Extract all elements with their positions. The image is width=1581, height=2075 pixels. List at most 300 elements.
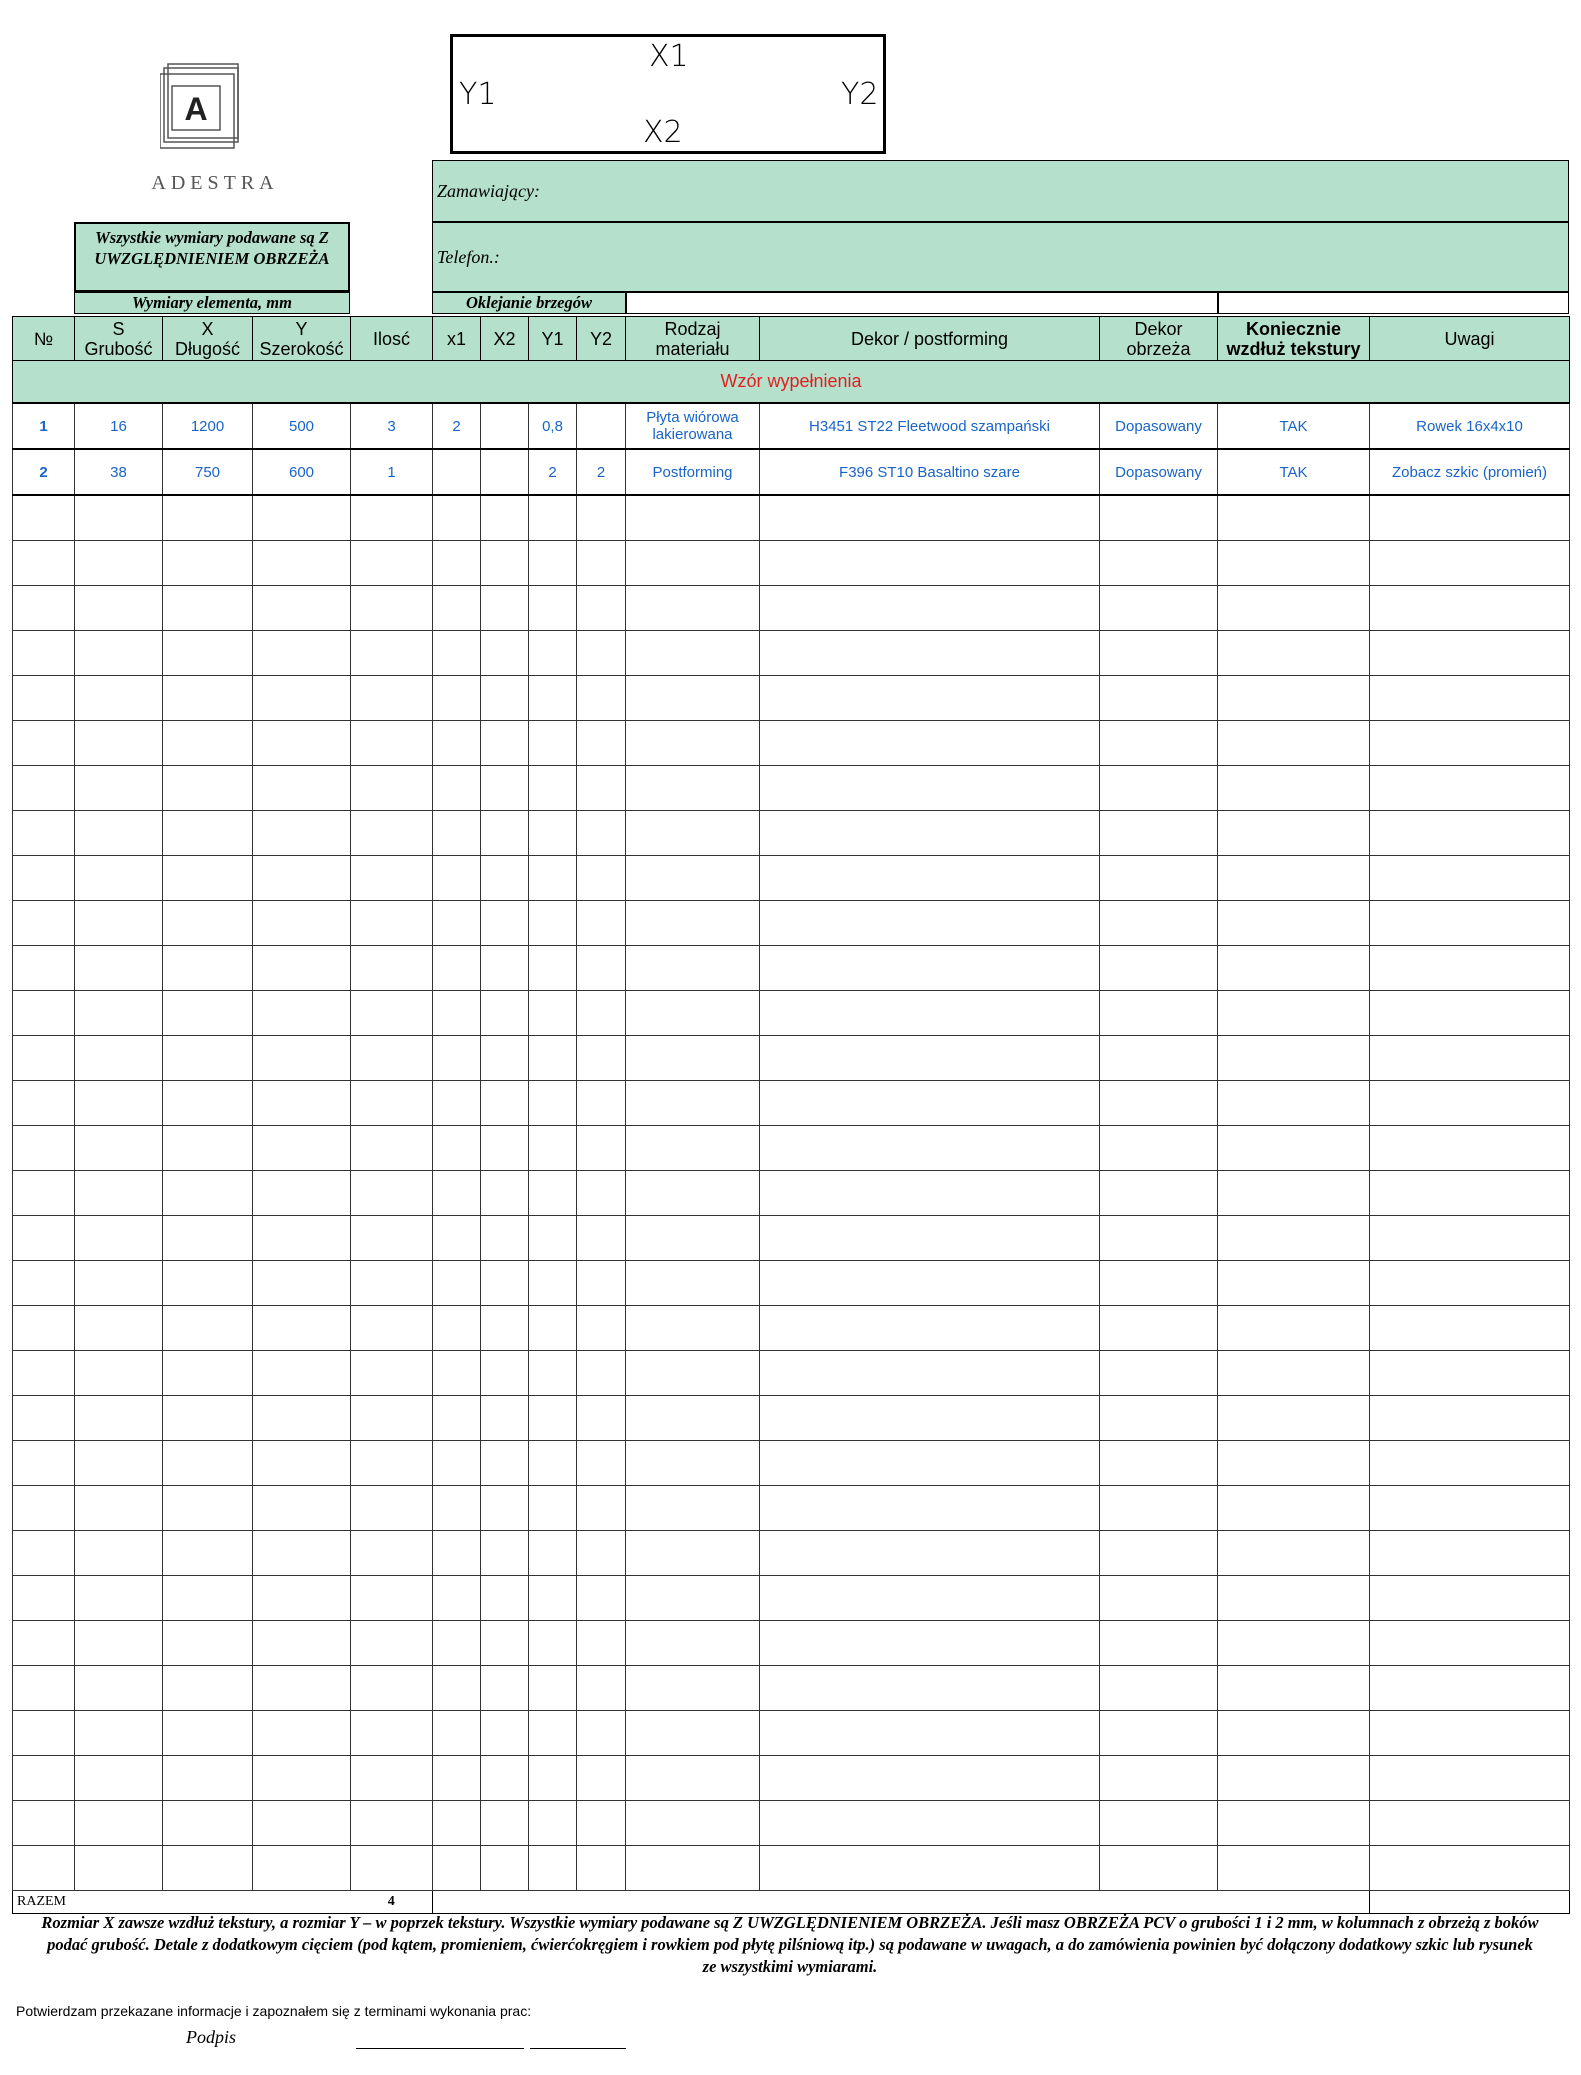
input-cell[interactable] bbox=[351, 1666, 433, 1711]
input-cell[interactable] bbox=[351, 1306, 433, 1351]
input-cell[interactable] bbox=[626, 1756, 760, 1801]
input-cell[interactable] bbox=[253, 1801, 351, 1846]
input-cell[interactable] bbox=[253, 1306, 351, 1351]
input-cell[interactable] bbox=[253, 1756, 351, 1801]
input-cell[interactable] bbox=[1370, 1756, 1570, 1801]
input-cell[interactable] bbox=[75, 1621, 163, 1666]
input-cell[interactable] bbox=[626, 1081, 760, 1126]
input-cell[interactable] bbox=[351, 1621, 433, 1666]
input-cell[interactable] bbox=[481, 1126, 529, 1171]
input-cell[interactable] bbox=[253, 946, 351, 991]
input-cell[interactable] bbox=[75, 631, 163, 676]
input-cell[interactable] bbox=[481, 1846, 529, 1891]
input-cell[interactable] bbox=[1370, 495, 1570, 541]
input-cell[interactable] bbox=[760, 1306, 1100, 1351]
input-cell[interactable] bbox=[253, 1666, 351, 1711]
input-cell[interactable] bbox=[760, 631, 1100, 676]
input-cell[interactable] bbox=[626, 1216, 760, 1261]
input-cell[interactable] bbox=[760, 1126, 1100, 1171]
input-cell[interactable] bbox=[1370, 1801, 1570, 1846]
date-line[interactable] bbox=[530, 2048, 626, 2049]
input-cell[interactable] bbox=[13, 1441, 75, 1486]
input-cell[interactable] bbox=[1100, 1216, 1218, 1261]
input-cell[interactable] bbox=[433, 991, 481, 1036]
input-cell[interactable] bbox=[253, 1441, 351, 1486]
input-cell[interactable] bbox=[1370, 766, 1570, 811]
input-cell[interactable] bbox=[163, 766, 253, 811]
input-cell[interactable] bbox=[433, 1711, 481, 1756]
input-cell[interactable] bbox=[351, 1801, 433, 1846]
input-cell[interactable] bbox=[433, 1081, 481, 1126]
input-cell[interactable] bbox=[13, 811, 75, 856]
input-cell[interactable] bbox=[13, 1756, 75, 1801]
input-cell[interactable] bbox=[529, 495, 577, 541]
input-cell[interactable] bbox=[1218, 1711, 1370, 1756]
input-cell[interactable] bbox=[13, 586, 75, 631]
input-cell[interactable] bbox=[760, 1261, 1100, 1306]
input-cell[interactable] bbox=[760, 1576, 1100, 1621]
input-cell[interactable] bbox=[253, 676, 351, 721]
input-cell[interactable] bbox=[481, 1486, 529, 1531]
input-cell[interactable] bbox=[760, 1621, 1100, 1666]
input-cell[interactable] bbox=[13, 1081, 75, 1126]
input-cell[interactable] bbox=[1370, 586, 1570, 631]
input-cell[interactable] bbox=[1370, 1576, 1570, 1621]
input-cell[interactable] bbox=[163, 901, 253, 946]
input-cell[interactable] bbox=[577, 1216, 626, 1261]
input-cell[interactable] bbox=[75, 901, 163, 946]
input-cell[interactable] bbox=[1218, 1756, 1370, 1801]
input-cell[interactable] bbox=[481, 1801, 529, 1846]
input-cell[interactable] bbox=[626, 1306, 760, 1351]
input-cell[interactable] bbox=[1100, 1801, 1218, 1846]
input-cell[interactable] bbox=[529, 1846, 577, 1891]
input-cell[interactable] bbox=[75, 1801, 163, 1846]
input-cell[interactable] bbox=[577, 856, 626, 901]
input-cell[interactable] bbox=[577, 1846, 626, 1891]
input-cell[interactable] bbox=[433, 1306, 481, 1351]
input-cell[interactable] bbox=[253, 721, 351, 766]
input-cell[interactable] bbox=[529, 1351, 577, 1396]
input-cell[interactable] bbox=[1218, 1126, 1370, 1171]
input-cell[interactable] bbox=[529, 1756, 577, 1801]
input-cell[interactable] bbox=[75, 1261, 163, 1306]
input-cell[interactable] bbox=[1100, 1441, 1218, 1486]
input-cell[interactable] bbox=[75, 1486, 163, 1531]
input-cell[interactable] bbox=[1100, 1036, 1218, 1081]
input-cell[interactable] bbox=[163, 946, 253, 991]
input-cell[interactable] bbox=[529, 1441, 577, 1486]
input-cell[interactable] bbox=[529, 1711, 577, 1756]
input-cell[interactable] bbox=[351, 766, 433, 811]
input-cell[interactable] bbox=[163, 541, 253, 586]
input-cell[interactable] bbox=[529, 541, 577, 586]
input-cell[interactable] bbox=[626, 1171, 760, 1216]
input-cell[interactable] bbox=[760, 856, 1100, 901]
input-cell[interactable] bbox=[163, 1531, 253, 1576]
input-cell[interactable] bbox=[1370, 1396, 1570, 1441]
input-cell[interactable] bbox=[577, 586, 626, 631]
input-cell[interactable] bbox=[577, 1756, 626, 1801]
input-cell[interactable] bbox=[1370, 991, 1570, 1036]
input-cell[interactable] bbox=[626, 1711, 760, 1756]
input-cell[interactable] bbox=[75, 991, 163, 1036]
input-cell[interactable] bbox=[163, 631, 253, 676]
input-cell[interactable] bbox=[13, 1531, 75, 1576]
input-cell[interactable] bbox=[1218, 991, 1370, 1036]
input-cell[interactable] bbox=[253, 991, 351, 1036]
input-cell[interactable] bbox=[626, 1261, 760, 1306]
input-cell[interactable] bbox=[760, 1351, 1100, 1396]
input-cell[interactable] bbox=[1218, 1621, 1370, 1666]
input-cell[interactable] bbox=[433, 1621, 481, 1666]
input-cell[interactable] bbox=[1218, 1081, 1370, 1126]
input-cell[interactable] bbox=[13, 1711, 75, 1756]
input-cell[interactable] bbox=[163, 1081, 253, 1126]
input-cell[interactable] bbox=[577, 901, 626, 946]
input-cell[interactable] bbox=[1218, 495, 1370, 541]
input-cell[interactable] bbox=[433, 1666, 481, 1711]
input-cell[interactable] bbox=[253, 1351, 351, 1396]
input-cell[interactable] bbox=[1100, 1576, 1218, 1621]
input-cell[interactable] bbox=[1218, 1036, 1370, 1081]
input-cell[interactable] bbox=[351, 1486, 433, 1531]
input-cell[interactable] bbox=[351, 1396, 433, 1441]
input-cell[interactable] bbox=[760, 586, 1100, 631]
input-cell[interactable] bbox=[529, 1531, 577, 1576]
input-cell[interactable] bbox=[13, 1846, 75, 1891]
input-cell[interactable] bbox=[163, 1126, 253, 1171]
input-cell[interactable] bbox=[481, 1171, 529, 1216]
input-cell[interactable] bbox=[75, 1756, 163, 1801]
input-cell[interactable] bbox=[481, 1711, 529, 1756]
input-cell[interactable] bbox=[481, 676, 529, 721]
input-cell[interactable] bbox=[760, 946, 1100, 991]
input-cell[interactable] bbox=[13, 946, 75, 991]
input-cell[interactable] bbox=[433, 1846, 481, 1891]
input-cell[interactable] bbox=[351, 991, 433, 1036]
input-cell[interactable] bbox=[163, 1846, 253, 1891]
input-cell[interactable] bbox=[351, 811, 433, 856]
input-cell[interactable] bbox=[163, 1351, 253, 1396]
input-cell[interactable] bbox=[1100, 1846, 1218, 1891]
input-cell[interactable] bbox=[1218, 1306, 1370, 1351]
input-cell[interactable] bbox=[626, 1531, 760, 1576]
input-cell[interactable] bbox=[481, 495, 529, 541]
input-cell[interactable] bbox=[163, 856, 253, 901]
input-cell[interactable] bbox=[626, 1441, 760, 1486]
input-cell[interactable] bbox=[163, 1216, 253, 1261]
input-cell[interactable] bbox=[760, 541, 1100, 586]
input-cell[interactable] bbox=[1100, 946, 1218, 991]
input-cell[interactable] bbox=[760, 811, 1100, 856]
input-cell[interactable] bbox=[13, 901, 75, 946]
input-cell[interactable] bbox=[253, 586, 351, 631]
input-cell[interactable] bbox=[529, 1261, 577, 1306]
input-cell[interactable] bbox=[760, 1081, 1100, 1126]
input-cell[interactable] bbox=[1218, 676, 1370, 721]
input-cell[interactable] bbox=[626, 631, 760, 676]
input-cell[interactable] bbox=[626, 946, 760, 991]
input-cell[interactable] bbox=[626, 1846, 760, 1891]
input-cell[interactable] bbox=[253, 1171, 351, 1216]
input-cell[interactable] bbox=[1100, 631, 1218, 676]
input-cell[interactable] bbox=[760, 495, 1100, 541]
input-cell[interactable] bbox=[163, 1261, 253, 1306]
input-cell[interactable] bbox=[529, 1576, 577, 1621]
input-cell[interactable] bbox=[577, 1531, 626, 1576]
input-cell[interactable] bbox=[529, 1216, 577, 1261]
input-cell[interactable] bbox=[529, 1306, 577, 1351]
input-cell[interactable] bbox=[13, 495, 75, 541]
input-cell[interactable] bbox=[163, 1441, 253, 1486]
input-cell[interactable] bbox=[75, 1846, 163, 1891]
input-cell[interactable] bbox=[577, 1036, 626, 1081]
input-cell[interactable] bbox=[1218, 721, 1370, 766]
input-cell[interactable] bbox=[1218, 1396, 1370, 1441]
input-cell[interactable] bbox=[163, 1171, 253, 1216]
input-cell[interactable] bbox=[351, 1261, 433, 1306]
input-cell[interactable] bbox=[760, 1756, 1100, 1801]
input-cell[interactable] bbox=[433, 1441, 481, 1486]
input-cell[interactable] bbox=[760, 1036, 1100, 1081]
input-cell[interactable] bbox=[626, 676, 760, 721]
input-cell[interactable] bbox=[1100, 1531, 1218, 1576]
input-cell[interactable] bbox=[351, 1081, 433, 1126]
input-cell[interactable] bbox=[253, 856, 351, 901]
input-cell[interactable] bbox=[351, 1576, 433, 1621]
input-cell[interactable] bbox=[1370, 811, 1570, 856]
input-cell[interactable] bbox=[481, 811, 529, 856]
input-cell[interactable] bbox=[626, 495, 760, 541]
input-cell[interactable] bbox=[351, 1531, 433, 1576]
input-cell[interactable] bbox=[13, 1621, 75, 1666]
input-cell[interactable] bbox=[253, 1126, 351, 1171]
input-cell[interactable] bbox=[433, 766, 481, 811]
input-cell[interactable] bbox=[529, 1486, 577, 1531]
input-cell[interactable] bbox=[760, 1711, 1100, 1756]
input-cell[interactable] bbox=[163, 1801, 253, 1846]
input-cell[interactable] bbox=[163, 1036, 253, 1081]
input-cell[interactable] bbox=[481, 946, 529, 991]
input-cell[interactable] bbox=[760, 1666, 1100, 1711]
input-cell[interactable] bbox=[433, 1126, 481, 1171]
input-cell[interactable] bbox=[351, 1351, 433, 1396]
input-cell[interactable] bbox=[529, 1036, 577, 1081]
input-cell[interactable] bbox=[760, 1486, 1100, 1531]
input-cell[interactable] bbox=[577, 1126, 626, 1171]
input-cell[interactable] bbox=[577, 721, 626, 766]
input-cell[interactable] bbox=[13, 1351, 75, 1396]
input-cell[interactable] bbox=[75, 495, 163, 541]
input-cell[interactable] bbox=[75, 1441, 163, 1486]
input-cell[interactable] bbox=[760, 676, 1100, 721]
input-cell[interactable] bbox=[1370, 1171, 1570, 1216]
input-cell[interactable] bbox=[75, 811, 163, 856]
input-cell[interactable] bbox=[13, 721, 75, 766]
input-cell[interactable] bbox=[481, 541, 529, 586]
input-cell[interactable] bbox=[351, 586, 433, 631]
input-cell[interactable] bbox=[1218, 541, 1370, 586]
input-cell[interactable] bbox=[1100, 991, 1218, 1036]
input-cell[interactable] bbox=[433, 1576, 481, 1621]
input-cell[interactable] bbox=[75, 1306, 163, 1351]
input-cell[interactable] bbox=[75, 1216, 163, 1261]
input-cell[interactable] bbox=[75, 766, 163, 811]
input-cell[interactable] bbox=[1218, 1666, 1370, 1711]
input-cell[interactable] bbox=[1100, 1261, 1218, 1306]
input-cell[interactable] bbox=[1370, 631, 1570, 676]
input-cell[interactable] bbox=[760, 721, 1100, 766]
input-cell[interactable] bbox=[253, 766, 351, 811]
input-cell[interactable] bbox=[433, 586, 481, 631]
input-cell[interactable] bbox=[626, 721, 760, 766]
input-cell[interactable] bbox=[1100, 766, 1218, 811]
input-cell[interactable] bbox=[75, 1081, 163, 1126]
input-cell[interactable] bbox=[626, 901, 760, 946]
input-cell[interactable] bbox=[433, 1531, 481, 1576]
input-cell[interactable] bbox=[1100, 811, 1218, 856]
input-cell[interactable] bbox=[1100, 1711, 1218, 1756]
input-cell[interactable] bbox=[1218, 1531, 1370, 1576]
input-cell[interactable] bbox=[351, 1441, 433, 1486]
input-cell[interactable] bbox=[13, 541, 75, 586]
input-cell[interactable] bbox=[253, 1576, 351, 1621]
input-cell[interactable] bbox=[481, 1756, 529, 1801]
input-cell[interactable] bbox=[1100, 1621, 1218, 1666]
signature-line[interactable] bbox=[356, 2048, 524, 2049]
input-cell[interactable] bbox=[529, 1171, 577, 1216]
input-cell[interactable] bbox=[481, 1216, 529, 1261]
input-cell[interactable] bbox=[351, 631, 433, 676]
input-cell[interactable] bbox=[1218, 811, 1370, 856]
input-cell[interactable] bbox=[351, 1126, 433, 1171]
input-cell[interactable] bbox=[529, 676, 577, 721]
input-cell[interactable] bbox=[529, 1081, 577, 1126]
input-cell[interactable] bbox=[433, 1036, 481, 1081]
input-cell[interactable] bbox=[163, 676, 253, 721]
input-cell[interactable] bbox=[1218, 1351, 1370, 1396]
input-cell[interactable] bbox=[75, 1126, 163, 1171]
input-cell[interactable] bbox=[433, 1486, 481, 1531]
input-cell[interactable] bbox=[529, 811, 577, 856]
input-cell[interactable] bbox=[163, 811, 253, 856]
input-cell[interactable] bbox=[1370, 676, 1570, 721]
input-cell[interactable] bbox=[481, 991, 529, 1036]
input-cell[interactable] bbox=[1370, 541, 1570, 586]
input-cell[interactable] bbox=[433, 1801, 481, 1846]
input-cell[interactable] bbox=[481, 1621, 529, 1666]
input-cell[interactable] bbox=[529, 1621, 577, 1666]
input-cell[interactable] bbox=[577, 991, 626, 1036]
input-cell[interactable] bbox=[626, 1801, 760, 1846]
input-cell[interactable] bbox=[577, 766, 626, 811]
input-cell[interactable] bbox=[433, 1261, 481, 1306]
input-cell[interactable] bbox=[13, 1216, 75, 1261]
input-cell[interactable] bbox=[433, 541, 481, 586]
input-cell[interactable] bbox=[1218, 1576, 1370, 1621]
input-cell[interactable] bbox=[253, 1036, 351, 1081]
input-cell[interactable] bbox=[433, 811, 481, 856]
input-cell[interactable] bbox=[1100, 1396, 1218, 1441]
input-cell[interactable] bbox=[529, 721, 577, 766]
input-cell[interactable] bbox=[577, 1261, 626, 1306]
input-cell[interactable] bbox=[75, 856, 163, 901]
input-cell[interactable] bbox=[163, 1666, 253, 1711]
input-cell[interactable] bbox=[481, 1261, 529, 1306]
input-cell[interactable] bbox=[577, 1306, 626, 1351]
input-cell[interactable] bbox=[577, 811, 626, 856]
input-cell[interactable] bbox=[760, 1846, 1100, 1891]
input-cell[interactable] bbox=[577, 1666, 626, 1711]
input-cell[interactable] bbox=[626, 586, 760, 631]
input-cell[interactable] bbox=[1370, 856, 1570, 901]
input-cell[interactable] bbox=[626, 811, 760, 856]
customer-field[interactable] bbox=[432, 160, 1569, 222]
input-cell[interactable] bbox=[351, 1846, 433, 1891]
input-cell[interactable] bbox=[760, 901, 1100, 946]
input-cell[interactable] bbox=[433, 1756, 481, 1801]
input-cell[interactable] bbox=[481, 1306, 529, 1351]
input-cell[interactable] bbox=[75, 586, 163, 631]
input-cell[interactable] bbox=[529, 1126, 577, 1171]
input-cell[interactable] bbox=[481, 1081, 529, 1126]
input-cell[interactable] bbox=[577, 1711, 626, 1756]
input-cell[interactable] bbox=[1370, 1261, 1570, 1306]
input-cell[interactable] bbox=[13, 676, 75, 721]
input-cell[interactable] bbox=[1100, 1171, 1218, 1216]
input-cell[interactable] bbox=[253, 1531, 351, 1576]
input-cell[interactable] bbox=[433, 901, 481, 946]
input-cell[interactable] bbox=[1370, 1711, 1570, 1756]
input-cell[interactable] bbox=[253, 1621, 351, 1666]
input-cell[interactable] bbox=[75, 1171, 163, 1216]
input-cell[interactable] bbox=[760, 1801, 1100, 1846]
input-cell[interactable] bbox=[1100, 856, 1218, 901]
input-cell[interactable] bbox=[1218, 1441, 1370, 1486]
input-cell[interactable] bbox=[529, 766, 577, 811]
input-cell[interactable] bbox=[481, 1531, 529, 1576]
input-cell[interactable] bbox=[1370, 1666, 1570, 1711]
input-cell[interactable] bbox=[1370, 1036, 1570, 1081]
input-cell[interactable] bbox=[760, 766, 1100, 811]
input-cell[interactable] bbox=[481, 1576, 529, 1621]
input-cell[interactable] bbox=[1218, 1801, 1370, 1846]
input-cell[interactable] bbox=[760, 1441, 1100, 1486]
input-cell[interactable] bbox=[433, 1216, 481, 1261]
input-cell[interactable] bbox=[253, 631, 351, 676]
input-cell[interactable] bbox=[481, 631, 529, 676]
input-cell[interactable] bbox=[13, 1486, 75, 1531]
input-cell[interactable] bbox=[577, 1351, 626, 1396]
input-cell[interactable] bbox=[351, 495, 433, 541]
input-cell[interactable] bbox=[1370, 1621, 1570, 1666]
input-cell[interactable] bbox=[481, 1351, 529, 1396]
input-cell[interactable] bbox=[13, 1396, 75, 1441]
input-cell[interactable] bbox=[529, 856, 577, 901]
input-cell[interactable] bbox=[163, 721, 253, 766]
input-cell[interactable] bbox=[1100, 586, 1218, 631]
input-cell[interactable] bbox=[626, 856, 760, 901]
input-cell[interactable] bbox=[13, 991, 75, 1036]
input-cell[interactable] bbox=[760, 1531, 1100, 1576]
input-cell[interactable] bbox=[626, 1396, 760, 1441]
input-cell[interactable] bbox=[75, 1036, 163, 1081]
input-cell[interactable] bbox=[481, 721, 529, 766]
input-cell[interactable] bbox=[13, 1036, 75, 1081]
input-cell[interactable] bbox=[1100, 1351, 1218, 1396]
input-cell[interactable] bbox=[626, 1666, 760, 1711]
